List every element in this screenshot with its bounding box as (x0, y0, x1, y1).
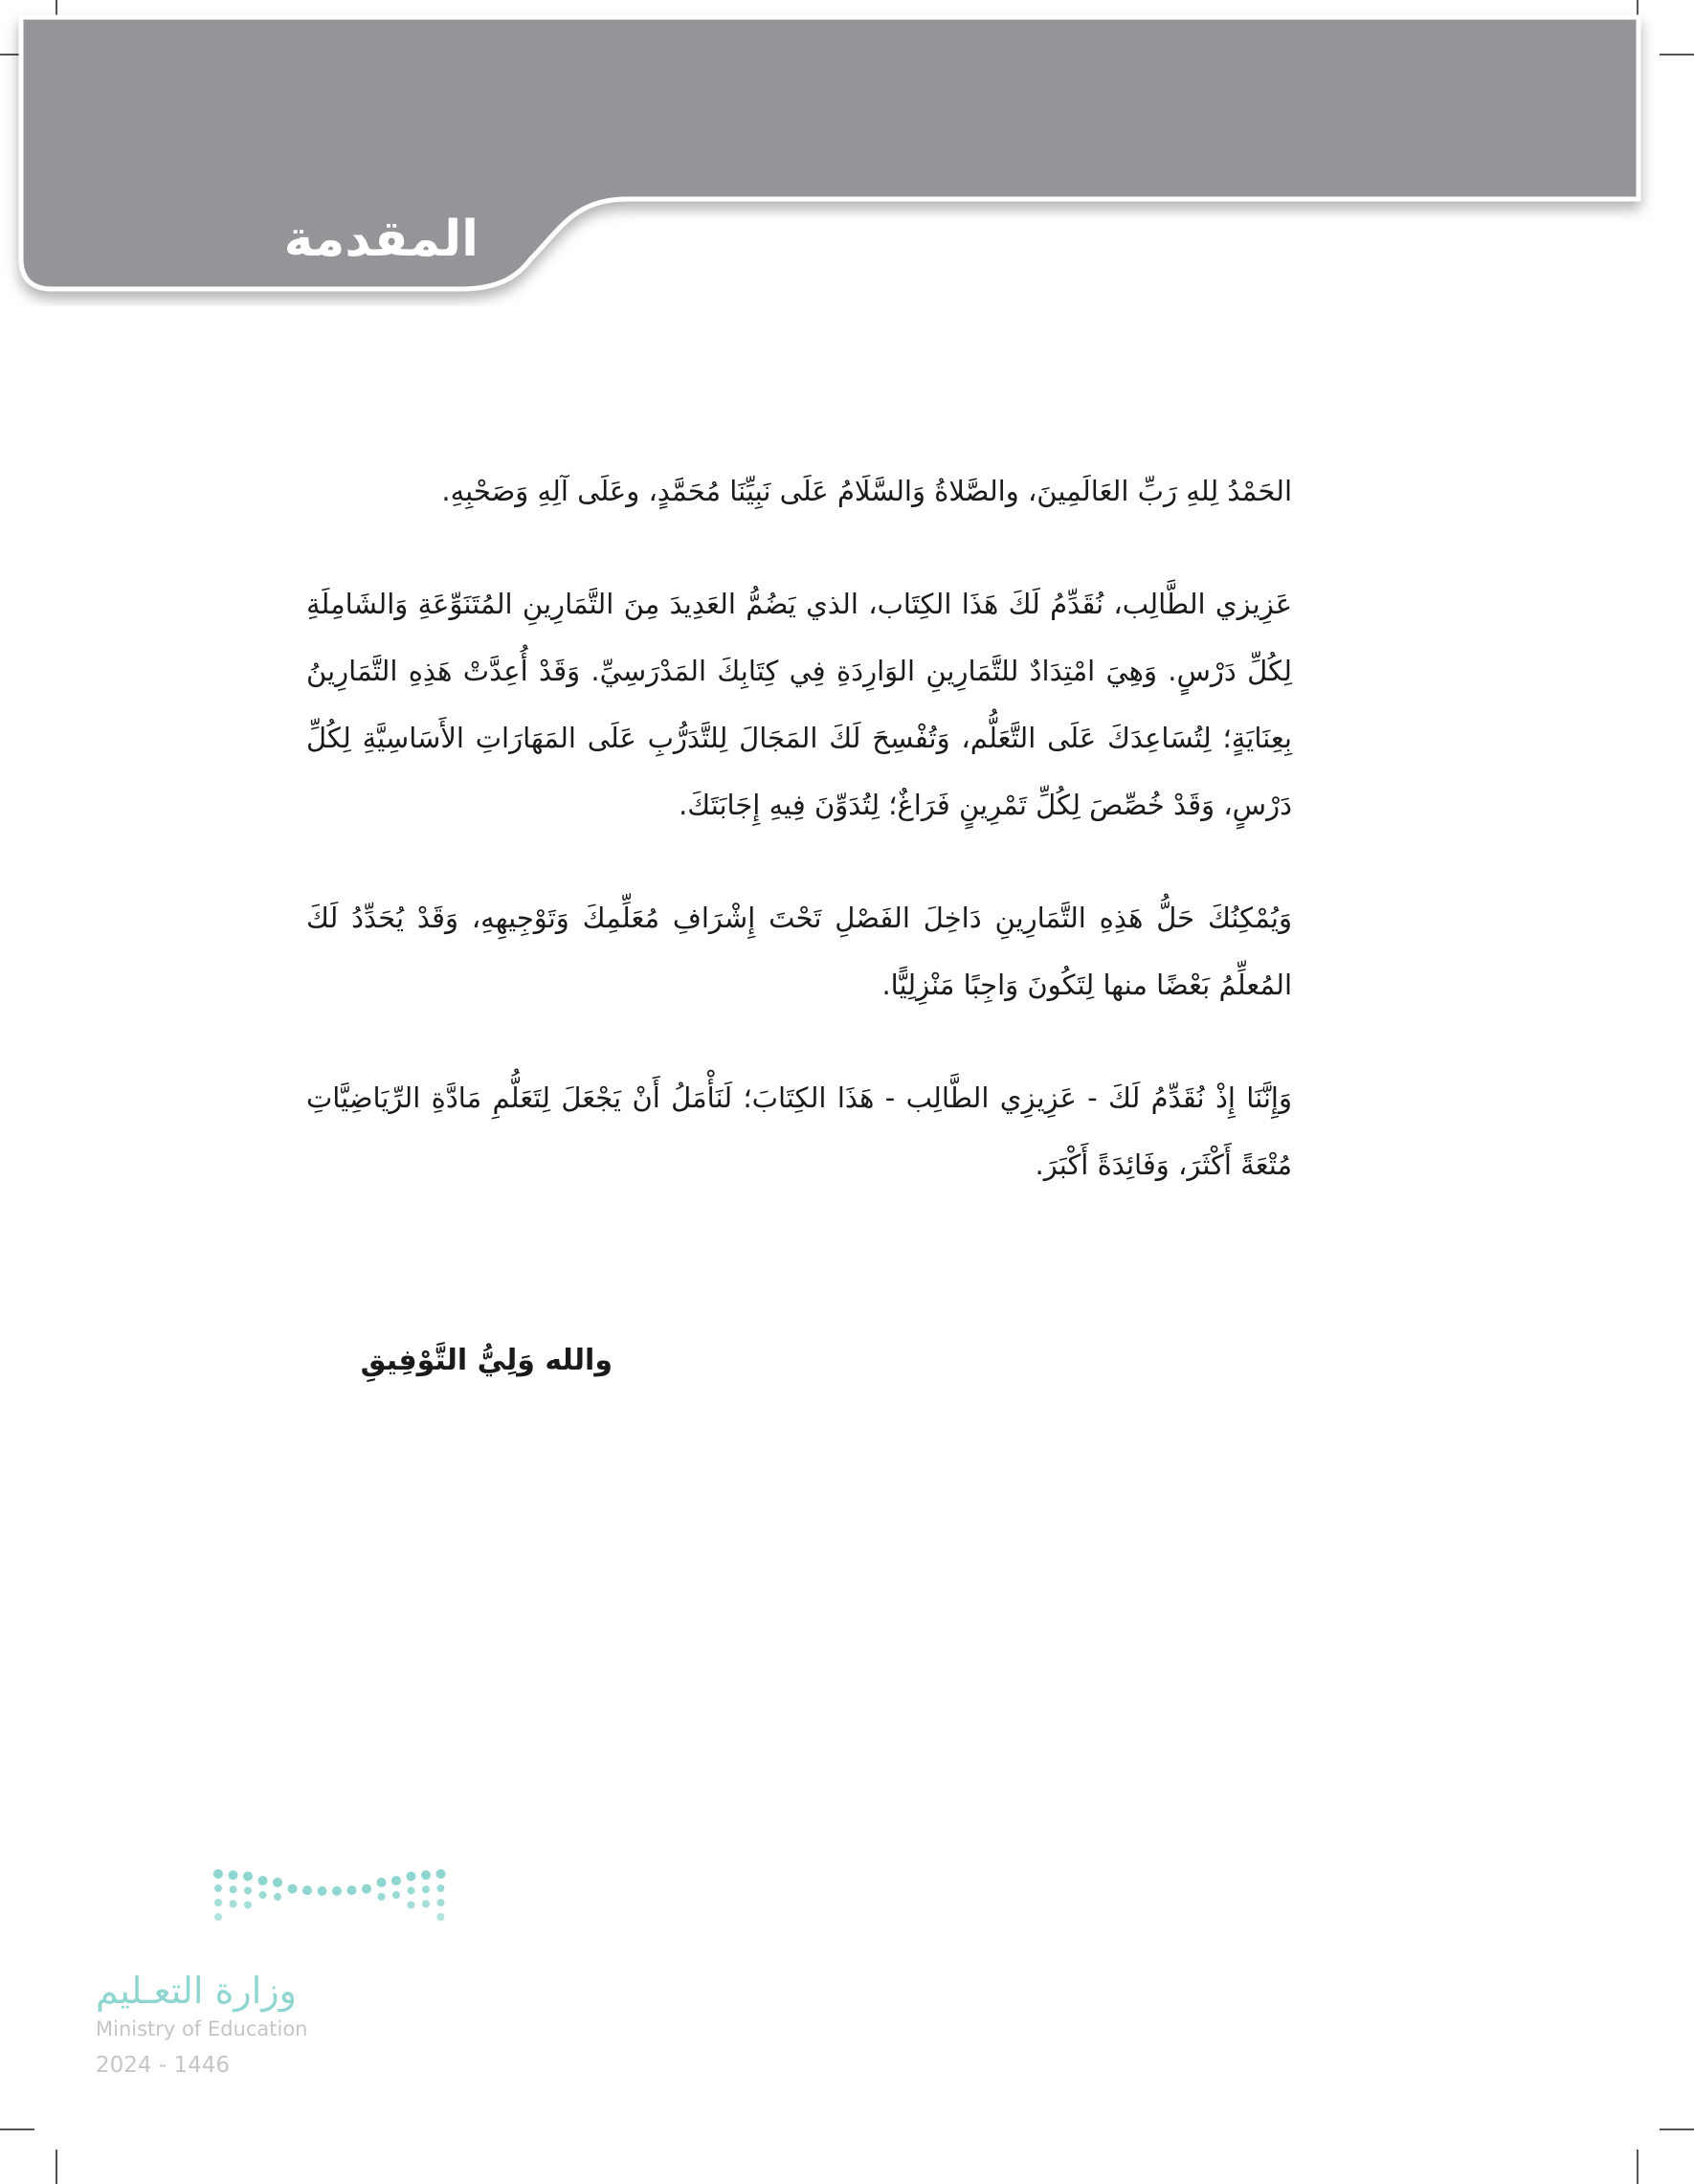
logo-dot (422, 1885, 430, 1893)
logo-dot (288, 1884, 298, 1894)
logo-dot (392, 1891, 400, 1899)
paragraph: عَزِيزي الطَّالِب، نُقَدِّمُ لَكَ هَذَا الكِتَاب، الذي يَضُمُّ العَدِيدَ مِنَ التَّمَارِينِ المُتَنَوِّعَةِ وَالشَامِلَةِ لِكُلِّ دَرْسٍ. وَهِيَ امْتِدَادٌ للتَّمَارِينِ الوَارِدَةِ فِي كِتَابِكَ المَدْرَسِيِّ. وَقَدْ أُعِدَّتْ هَذِهِ التَّمَارِينُ بِعِنَايَةٍ؛ لِتُسَاعِدَكَ عَلَى التَّعَلُّم، وَتُفْسِحَ لَكَ المَجَالَ لِلتَّدَرُّبِ عَلَى المَهَارَاتِ الأَسَاسِيَّةِ لِكُلِّ دَرْسٍ، وَقَدْ خُصِّصَ لِكُلِّ تَمْرِينٍ فَرَاغٌ؛ لِتُدَوِّنَ فِيهِ إِجَابَتَكَ. (306, 588, 1292, 821)
logo-dot (302, 1885, 312, 1895)
logo-dot (273, 1878, 282, 1887)
paragraph: وَإِنَّنَا إِذْ نُقَدِّمُ لَكَ - عَزِيزِي الطَّالِب - هَذَا الكِتَابَ؛ لَنَأْمَلُ أَنْ يَجْعَلَ لِتَعَلُّمِ مَادَّةِ الرِّيَاضِيَّاتِ مُتْعَةً أَكْثَرَ، وَفَائِدَةً أَكْبَرَ. (306, 1081, 1292, 1181)
logo-dot (408, 1901, 415, 1908)
logo-dot (378, 1893, 386, 1901)
logo-dot (436, 1869, 446, 1879)
logo-dot (213, 1869, 223, 1879)
logo-dot (244, 1886, 252, 1894)
logo-dot (214, 1884, 222, 1892)
logo-dot (318, 1886, 327, 1896)
paragraph: وَيُمْكِنُكَ حَلُّ هَذِهِ التَّمَارِينِ دَاخِلَ الفَصْلِ تَحْتَ إِشْرَافِ مُعَلِّمِكَ وَتَوْجِيهِهِ، وَقَدْ يُحَدِّدُ لَكَ المُعلِّمُ بَعْضًا منها لِتَكُونَ وَاجِبًا مَنْزِلِيًّا. (306, 902, 1292, 1001)
logo-english-text: Ministry of Education (96, 2017, 308, 2040)
page-title: المقدمة (283, 211, 479, 268)
crop-mark (1637, 2150, 1638, 2184)
closing-line: والله وَلِيُّ التَّوْفِيقِ (360, 1344, 613, 1377)
header-band (0, 0, 1694, 306)
logo-dot (408, 1886, 415, 1894)
logo-dot (377, 1878, 387, 1887)
logo-dot (258, 1876, 268, 1885)
edition-year: 2024 - 1446 (96, 2053, 230, 2078)
logo-dot (362, 1884, 371, 1894)
logo-dot (214, 1913, 222, 1921)
logo-dot (422, 1900, 430, 1907)
logo-dot (243, 1871, 253, 1881)
logo-dot (347, 1885, 357, 1895)
logo-dot (437, 1899, 445, 1906)
logo-dot (407, 1871, 416, 1881)
logo-dot (244, 1901, 252, 1908)
logo-arabic-text: وزارة التعـليم (96, 1970, 298, 2012)
logo-dot (437, 1913, 445, 1921)
logo-dot (230, 1900, 237, 1907)
logo-dot (230, 1885, 237, 1893)
logo-dot (421, 1870, 431, 1880)
logo-dot (437, 1884, 445, 1892)
crop-mark (1660, 2128, 1694, 2130)
logo-dot (332, 1886, 342, 1896)
logo-dot (259, 1891, 267, 1899)
logo-dot (391, 1876, 401, 1885)
crop-mark (56, 2150, 57, 2184)
introduction-body (306, 457, 1292, 1244)
crop-mark (0, 2128, 34, 2130)
logo-dot (274, 1893, 281, 1901)
ministry-logo-icon (211, 1866, 450, 1952)
paragraph: الحَمْدُ لِلهِ رَبِّ العَالَمِينَ، والصَّلاةُ وَالسَّلَامُ عَلَى نَبِيِّنَا مُحَمَّدٍ، وعَلَى آلِهِ وَصَحْبِهِ. (441, 475, 1292, 507)
logo-dot (214, 1899, 222, 1906)
logo-dot (229, 1870, 238, 1880)
